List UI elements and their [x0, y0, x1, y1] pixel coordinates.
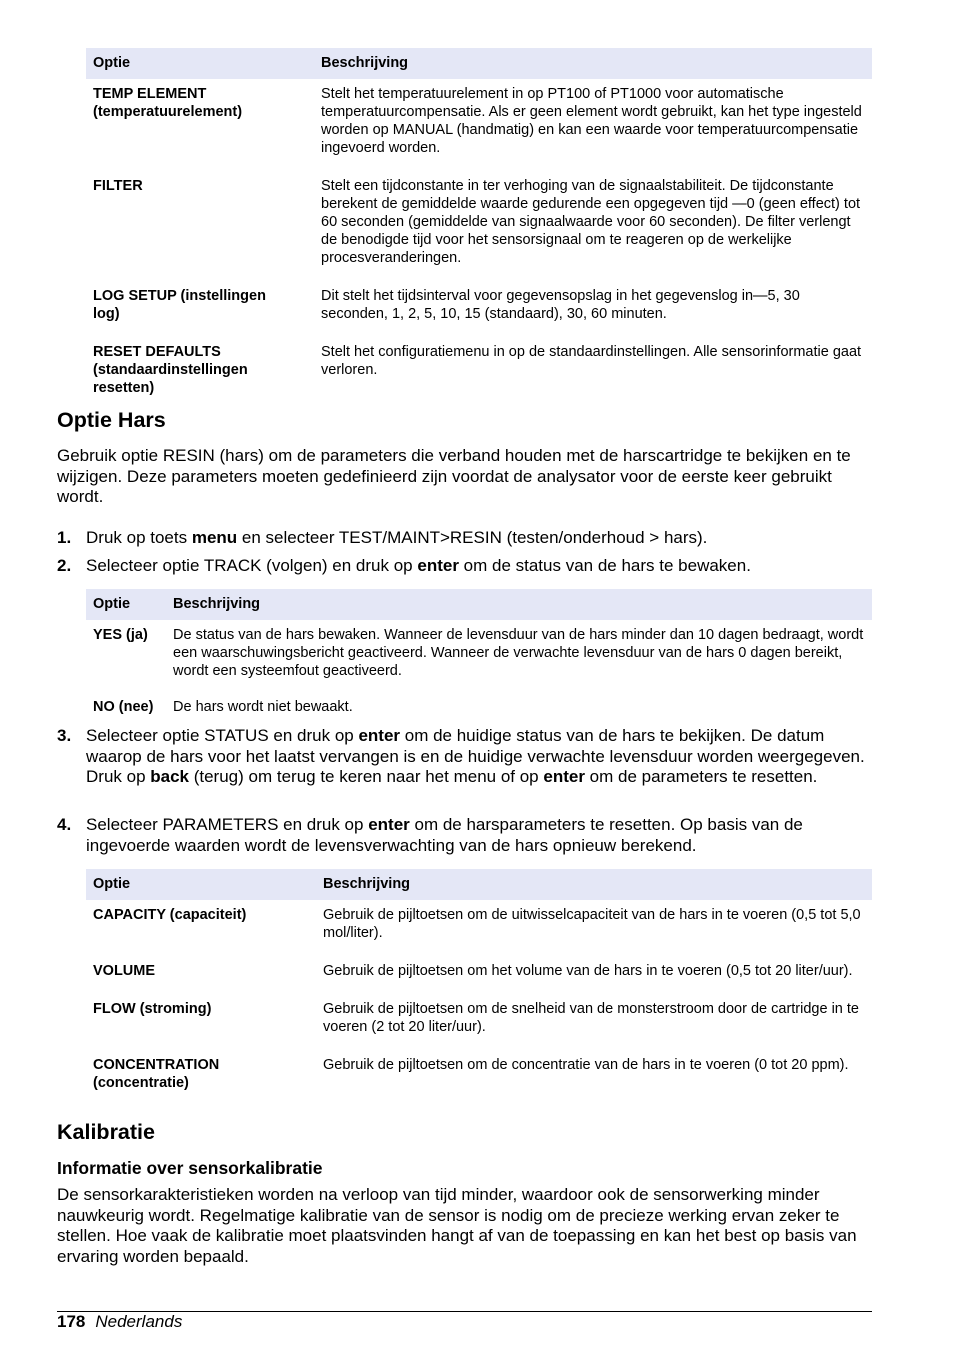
description-cell: Gebruik de pijltoetsen om de snelheid van de monsterstroom door de cartridge in te voeren (2 tot 20 liter/uur).	[323, 1001, 859, 1035]
step-number: 3.	[57, 726, 72, 745]
description-cell: Stelt het configuratiemenu in op de standaardinstellingen. Alle sensorinformatie gaat verloren.	[321, 344, 862, 378]
header-description: Beschrijving	[316, 869, 872, 900]
table-header-row	[86, 869, 872, 900]
option-cell: VOLUME	[93, 963, 156, 979]
table-row	[86, 692, 872, 724]
table-row	[86, 1050, 872, 1100]
table-row	[86, 956, 872, 994]
table-row	[86, 171, 872, 281]
option-cell: CAPACITY (capaciteit)	[93, 907, 247, 923]
calibration-paragraph: De sensorkarakteristieken worden na verloop van tijd minder, waardoor ook de sensorwerking minder nauwkeurig wordt. Regelmatige kalibratie van de sensor is nodig om de precieze werking ervan zeker te stellen. Hoe vaak de kalibratie moet plaatsvinden hangt af van de toepassing en kan het best op basis van ervaring worden bepaald.	[57, 1185, 857, 1266]
table-row	[86, 620, 872, 692]
step-item	[57, 726, 872, 788]
page-number: 178	[57, 1312, 86, 1331]
step-text: en selecteer TEST/MAINT>RESIN (testen/onderhoud > hars).	[237, 528, 708, 547]
table-row	[86, 79, 872, 171]
step-number: 2.	[57, 556, 72, 575]
option-cell: RESET DEFAULTS (standaardinstellingen resetten)	[93, 344, 248, 396]
description-cell: Stelt een tijdconstante in ter verhoging van de signaalstabiliteit. De tijdconstante berekent de gemiddelde waarde gedurende een opgegeven tijd —0 (geen effect) tot 60 seconden (gemiddelde van signaalwaarde voor 60 seconden). De filter verlengt de benodigde tijd voor het sensorsignaal om te reageren op de werkelijke procesveranderingen.	[321, 178, 861, 266]
key-name: back	[150, 767, 189, 787]
header-option: Optie	[86, 869, 316, 900]
step-text: om de harsparameters te resetten. Op basis van de ingevoerde waarden wordt de levensverwachting van de hars opnieuw berekend.	[86, 815, 803, 855]
option-cell: TEMP ELEMENT (temperatuurelement)	[93, 86, 243, 120]
description-cell: Gebruik de pijltoetsen om het volume van de hars in te voeren (0,5 tot 20 liter/uur).	[323, 963, 853, 979]
option-cell: NO (nee)	[93, 699, 154, 715]
description-cell: Dit stelt het tijdsinterval voor gegevensopslag in het gegevenslog in—5, 30 seconden, 1, 2, 5, 10, 15 (standaard), 30, 60 minuten.	[321, 288, 800, 322]
footer-language: Nederlands	[95, 1312, 183, 1331]
step-text: om de status van de hars te bewaken.	[458, 556, 751, 575]
step-item	[57, 815, 872, 856]
option-cell: YES (ja)	[93, 627, 148, 643]
step-text: om de huidige status van de hars te bekijken. De datum waarop de hars voor het laatst vervangen is en de huidige verwachte levensduur worden weergegeven. Druk op	[86, 726, 865, 787]
page-footer	[57, 1312, 182, 1332]
step-text: Selecteer optie TRACK (volgen) en druk op	[86, 556, 418, 575]
key-name: enter	[368, 815, 410, 834]
table-row	[86, 281, 872, 337]
option-cell: FILTER	[93, 178, 143, 194]
option-cell: LOG SETUP (instellingen log)	[93, 288, 266, 322]
table-header-row	[86, 589, 872, 620]
key-name: menu	[191, 528, 238, 547]
table-row	[86, 337, 872, 405]
description-cell: Stelt het temperatuurelement in op PT100 of PT1000 voor automatische temperatuurcompensatie. Als er geen element wordt gebruikt, kan het type ingesteld worden op MANUAL (handmatig) en kan een waarde voor temperatuurcompensatie ingevoerd worden.	[321, 86, 862, 156]
options-table-track	[86, 589, 872, 724]
resin-intro-paragraph: Gebruik optie RESIN (hars) om de parameters die verband houden met de harscartridge te bekijken en te wijzigen. Deze parameters moeten gedefinieerd zijn voordat de analysator voor de eerste keer gebruikt wordt.	[57, 446, 851, 507]
step-text: om de parameters te resetten.	[584, 767, 818, 787]
header-description: Beschrijving	[166, 589, 872, 620]
options-table-sensor	[86, 48, 872, 405]
step-text: Selecteer optie STATUS en druk op	[86, 726, 359, 745]
description-cell: Gebruik de pijltoetsen om de uitwisselcapaciteit van de hars in te voeren (0,5 tot 5,0 mol/liter).	[323, 907, 861, 941]
section-heading-calibration: Kalibratie	[57, 1120, 155, 1144]
step-text: Druk op toets	[86, 528, 192, 547]
option-cell: FLOW (stroming)	[93, 1001, 212, 1017]
table-row	[86, 900, 872, 956]
header-description: Beschrijving	[314, 48, 872, 79]
step-item	[57, 556, 872, 577]
subheading-sensor-calibration: Informatie over sensorkalibratie	[57, 1158, 323, 1178]
key-name: enter	[417, 556, 459, 575]
options-table-parameters	[86, 869, 872, 1100]
description-cell: De hars wordt niet bewaakt.	[173, 699, 353, 715]
description-cell: Gebruik de pijltoetsen om de concentratie van de hars in te voeren (0 tot 20 ppm).	[323, 1057, 849, 1073]
step-item	[57, 528, 872, 549]
key-name: enter	[543, 767, 585, 787]
section-heading-resin: Optie Hars	[57, 408, 166, 432]
option-cell: CONCENTRATION (concentratie)	[93, 1057, 220, 1091]
header-option: Optie	[86, 48, 314, 79]
key-name: enter	[358, 726, 401, 745]
step-number: 4.	[57, 815, 72, 834]
table-header-row	[86, 48, 872, 79]
step-text: (terug) om terug te keren naar het menu of op	[189, 767, 544, 787]
step-number: 1.	[57, 528, 72, 547]
description-cell: De status van de hars bewaken. Wanneer de levensduur van de hars minder dan 10 dagen bedraagt, wordt een waarschuwingsbericht geactiveerd. Wanneer de verwachte levensduur van de hars 0 dagen bereikt, wordt een systeemfout geactiveerd.	[173, 627, 864, 679]
table-row	[86, 994, 872, 1050]
header-option: Optie	[86, 589, 166, 620]
step-text: Selecteer PARAMETERS en druk op	[86, 815, 369, 834]
